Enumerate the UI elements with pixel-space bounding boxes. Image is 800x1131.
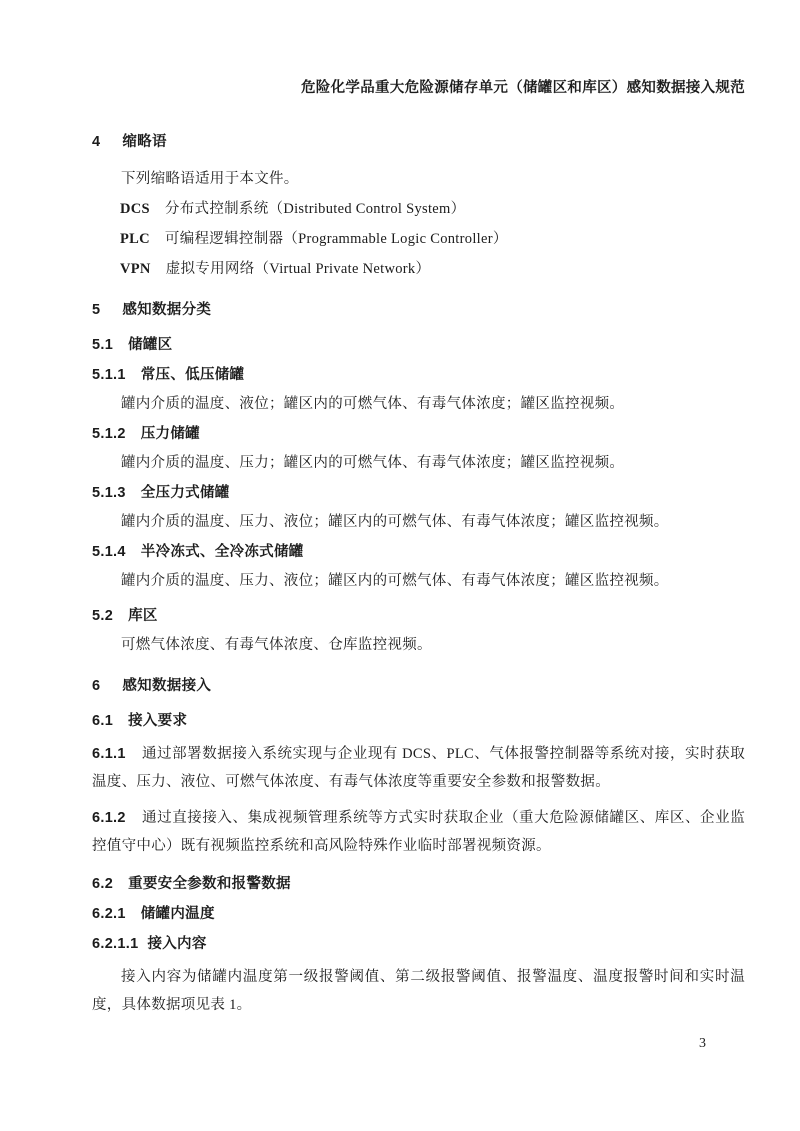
section-title: 接入要求 xyxy=(128,713,188,729)
page-header xyxy=(92,76,745,97)
section-number: 5.1.4 xyxy=(92,544,126,560)
section-number: 6.2.1 xyxy=(92,906,126,922)
section-title: 储罐内温度 xyxy=(140,906,215,922)
section-title: 重要安全参数和报警数据 xyxy=(128,876,291,892)
intro-paragraph: 下列缩略语适用于本文件。 xyxy=(121,171,299,187)
section-title: 缩略语 xyxy=(122,134,167,150)
section-number: 5.1.1 xyxy=(92,367,126,383)
section-title: 压力储罐 xyxy=(140,426,200,442)
abbreviation-definition: 分布式控制系统（Distributed Control System） xyxy=(164,201,466,217)
section-number: 4 xyxy=(92,134,101,150)
clause-paragraph-6-1-1 xyxy=(92,740,745,796)
section-title: 接入内容 xyxy=(147,936,207,952)
body-paragraph: 罐内介质的温度、压力、液位；罐区内的可燃气体、有毒气体浓度；罐区监控视频。 xyxy=(121,573,669,589)
body-paragraph: 罐内介质的温度、压力、液位；罐区内的可燃气体、有毒气体浓度；罐区监控视频。 xyxy=(121,514,669,530)
section-title: 库区 xyxy=(128,608,158,624)
section-number: 5.1 xyxy=(92,337,114,353)
section-number: 5 xyxy=(92,302,101,318)
section-title: 常压、低压储罐 xyxy=(140,367,245,383)
abbreviation-key: DCS xyxy=(120,201,150,217)
section-heading-5 xyxy=(92,300,745,321)
clause-text: 通过部署数据接入系统实现与企业现有 DCS、PLC、气体报警控制器等系统对接，实时获取温度、压力、液位、可燃气体浓度、有毒气体浓度等重要安全参数和报警数据。 xyxy=(92,746,745,790)
section-number: 5.1.3 xyxy=(92,485,126,501)
subsection-heading-6-2-1 xyxy=(92,904,745,925)
subsection-heading-6-2-1-1 xyxy=(92,934,745,955)
abbreviation-item-vpn xyxy=(92,259,745,280)
body-paragraph: 罐内介质的温度、压力；罐区内的可燃气体、有毒气体浓度；罐区监控视频。 xyxy=(121,455,625,471)
section-title: 感知数据接入 xyxy=(122,678,212,694)
section-number: 6.2.1.1 xyxy=(92,936,139,952)
subsection-heading-6-2 xyxy=(92,874,745,895)
clause-number: 6.1.2 xyxy=(92,810,126,826)
section-number: 6.1 xyxy=(92,713,114,729)
section-number: 6 xyxy=(92,678,101,694)
subsection-heading-6-1 xyxy=(92,711,745,732)
abbreviation-definition: 可编程逻辑控制器（Programmable Logic Controller） xyxy=(164,231,508,247)
section-number: 5.2 xyxy=(92,608,114,624)
body-paragraph: 罐内介质的温度、液位；罐区内的可燃气体、有毒气体浓度；罐区监控视频。 xyxy=(121,396,625,412)
body-paragraph: 接入内容为储罐内温度第一级报警阈值、第二级报警阈值、报警温度、温度报警时间和实时温度，具体数据项见表 1。 xyxy=(92,969,745,1013)
section-number: 5.1.2 xyxy=(92,426,126,442)
clause-number: 6.1.1 xyxy=(92,746,126,762)
clause-text: 通过直接接入、集成视频管理系统等方式实时获取企业（重大危险源储罐区、库区、企业监控值守中心）既有视频监控系统和高风险特殊作业临时部署视频资源。 xyxy=(92,810,745,854)
abbreviation-key: PLC xyxy=(120,231,150,247)
page-footer xyxy=(0,1036,706,1052)
document-content xyxy=(92,112,745,1019)
abbreviation-definition: 虚拟专用网络（Virtual Private Network） xyxy=(165,261,431,277)
document-title: 危险化学品重大危险源储存单元（储罐区和库区）感知数据接入规范 xyxy=(301,80,745,96)
body-paragraph: 可燃气体浓度、有毒气体浓度、仓库监控视频。 xyxy=(121,637,432,653)
subsection-heading-5-1-1 xyxy=(92,365,745,386)
section-title: 储罐区 xyxy=(128,337,173,353)
abbreviation-key: VPN xyxy=(120,261,151,277)
subsection-heading-5-1-2 xyxy=(92,424,745,445)
abbreviation-item-dcs xyxy=(92,199,745,220)
section-number: 6.2 xyxy=(92,876,114,892)
page-number: 3 xyxy=(699,1036,706,1051)
section-heading-6 xyxy=(92,676,745,697)
abbreviation-item-plc xyxy=(92,229,745,250)
section-heading-4 xyxy=(92,132,745,153)
subsection-heading-5-1-3 xyxy=(92,483,745,504)
section-title: 全压力式储罐 xyxy=(140,485,230,501)
subsection-heading-5-2 xyxy=(92,606,745,627)
section-title: 感知数据分类 xyxy=(122,302,212,318)
subsection-heading-5-1-4 xyxy=(92,542,745,563)
section-title: 半冷冻式、全冷冻式储罐 xyxy=(140,544,304,560)
clause-paragraph-6-1-2 xyxy=(92,804,745,860)
subsection-heading-5-1 xyxy=(92,335,745,356)
